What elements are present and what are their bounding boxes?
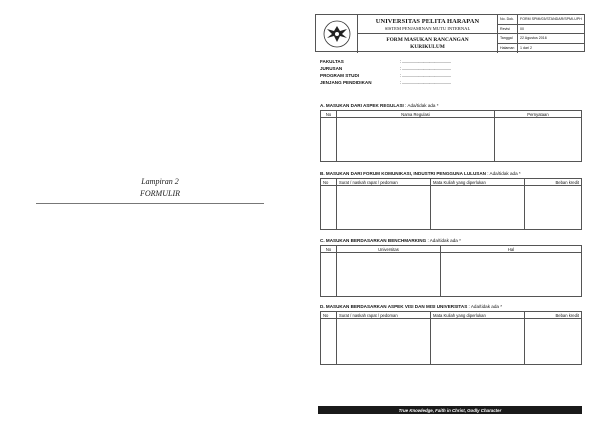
section-b-heading: B. MASUKAN DARI FORUM KOMUNIKASI, INDUSTRI PENGGUNA LULUSAN [320,171,486,176]
meta-key: Tanggal [498,34,518,43]
meta-row [498,15,585,25]
section-d-title [320,304,502,309]
document-meta [498,15,585,53]
field-blank[interactable]: : .................................................. [400,66,451,71]
column-header: No [321,179,337,186]
column-header: Mata Kuliah yang diperlukan [431,179,525,186]
section-d-heading: D. MASUKAN BERDASARKAN ASPEK VISI DAN MISI UNIVERSITAS [320,304,468,309]
field-jurusan[interactable] [320,65,520,72]
section-c-title [320,238,461,243]
meta-key: Revisi [498,25,518,34]
section-a-suffix: : Ada/tidak ada * [403,103,439,108]
table-regulasi [320,110,582,162]
field-blank[interactable]: : .................................................. [400,80,451,85]
column-header: Surat / naskah rapat / pedoman [337,179,431,186]
section-a-title [320,103,439,108]
column-header: Universitas [337,246,441,253]
meta-row [498,34,585,44]
table-forum-komunikasi [320,178,582,230]
form-title-line2: KURIKULUM [410,44,445,50]
meta-value: 00 [520,26,524,31]
meta-row [498,25,585,35]
footer-motto-bar [318,406,582,414]
table-row[interactable] [321,253,582,297]
meta-value: 1 dari 2 [520,46,532,51]
table-benchmarking [320,245,582,297]
university-name: UNIVERSITAS PELITA HARAPAN [375,18,480,25]
left-divider [36,203,264,204]
section-c-heading: C. MASUKAN BERDASARKAN BENCHMARKING [320,238,427,243]
field-label: JENJANG PENDIDIKAN [320,80,372,85]
section-a-heading: A. MASUKAN DARI ASPEK REGULASI [320,103,404,108]
meta-value: 22 Agustus 2016 [520,36,547,41]
column-header: No [321,111,337,118]
title-cell [358,15,498,53]
lampiran-label: Lampiran 2 [141,177,179,186]
section-c-suffix: : Ada/tidak ada * [426,238,461,243]
meta-value: FORM SPMI/03/STANDAR/SPMI-UPH [520,17,582,22]
meta-row [498,44,585,54]
section-b-title [320,171,521,176]
column-header: Nama Regulasi [337,111,495,118]
table-row[interactable] [321,319,582,365]
identity-fields [320,58,520,86]
field-label: FAKULTAS [320,59,344,64]
section-d-suffix: : Ada/tidak ada * [467,304,503,309]
column-header: No [321,312,337,319]
field-fakultas[interactable] [320,58,520,65]
eagle-logo-icon [321,19,353,49]
field-blank[interactable]: : .................................................. [400,59,451,64]
system-name: SISTEM PENJAMINAN MUTU INTERNAL [384,26,471,31]
column-header: Mata Kuliah yang diperlukan [431,312,525,319]
meta-key: Halaman [498,44,518,54]
column-header: Surat / naskah rapat / pedoman [337,312,431,319]
column-header: No [321,246,337,253]
field-label: PROGRAM STUDI [320,73,360,78]
meta-key: No. Dok. [498,15,518,24]
formulir-label: FORMULIR [140,189,180,198]
section-b-suffix: : Ada/tidak ada * [485,171,521,176]
field-program-studi[interactable] [320,72,520,79]
form-page [312,0,598,424]
field-jenjang[interactable] [320,79,520,86]
logo-cell [316,15,358,53]
table-row[interactable] [321,186,582,230]
table-visi-misi [320,311,582,365]
column-header: Hal [441,246,582,253]
column-header: Pernyataan [495,111,582,118]
footer-motto: True Knowledge, Faith in Christ, Godly Character [398,407,502,413]
document-header [315,14,585,52]
form-title [358,33,497,51]
form-title-line1: FORM MASUKAN RANCANGAN [386,37,469,43]
field-label: JURUSAN [320,66,343,71]
field-blank[interactable]: : .................................................. [400,73,451,78]
column-header: Beban kredit [525,312,582,319]
column-header: Beban kredit [525,179,582,186]
table-row[interactable] [321,118,582,162]
left-caption [70,176,250,200]
